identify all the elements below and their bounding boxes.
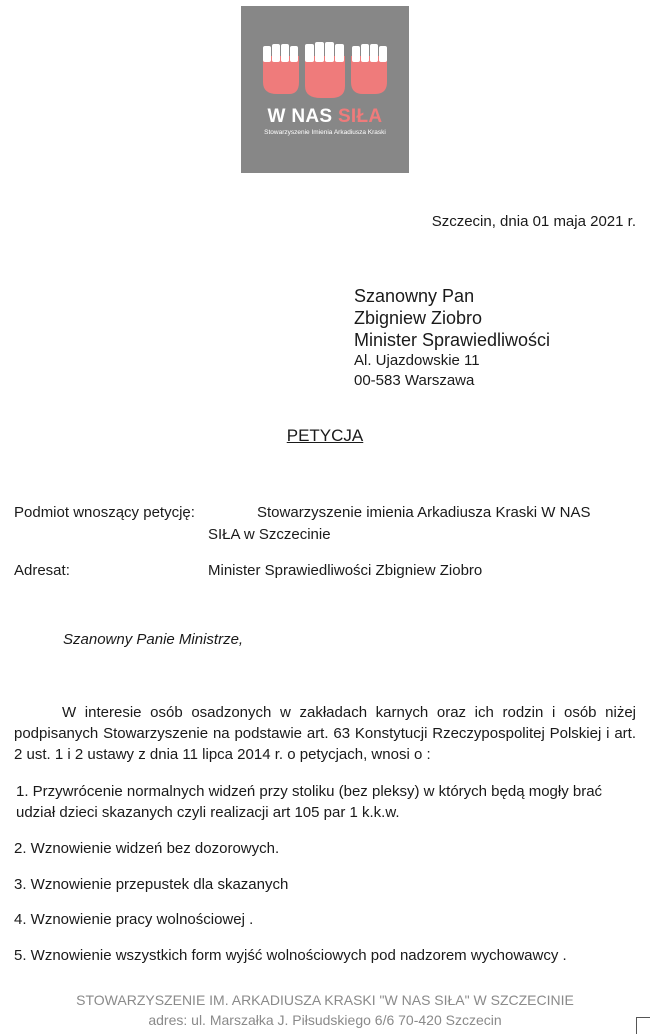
- list-item: 4. Wznowienie pracy wolnościowej .: [14, 911, 254, 928]
- association-logo: [241, 6, 409, 173]
- recipient-salutation: Szanowny Pan: [354, 286, 475, 306]
- list-item: 5. Wznowienie wszystkich form wyjść wolnościowych pod nadzorem wychowawcy .: [14, 947, 567, 964]
- list-item: 1. Przywrócenie normalnych widzeń przy stoliku (bez pleksy) w których będą mogły brać udział dzieci skazanych czyli realizacji art 105 par 1 k.k.w.: [16, 783, 603, 821]
- recipient-street: Al. Ujazdowskie 11: [354, 352, 480, 369]
- footer: [0, 990, 650, 1030]
- document-title: PETYCJA: [286, 426, 364, 445]
- recipient-city: 00-583 Warszawa: [354, 372, 475, 389]
- footer-line1: STOWARZYSZENIE IM. ARKADIUSZA KRASKI "W NAS SIŁA" W SZCZECINIE: [76, 992, 574, 1008]
- submitter-value-line1: Stowarzyszenie imienia Arkadiusza Kraski W NAS: [257, 504, 591, 521]
- list-item: 3. Wznowienie przepustek dla skazanych: [14, 876, 289, 893]
- recipient-title: Minister Sprawiedliwości: [354, 330, 551, 350]
- list-item: 2. Wznowienie widzeń bez dozorowych.: [14, 840, 280, 857]
- footer-line2: adres: ul. Marszałka J. Piłsudskiego 6/6 70-420 Szczecin: [148, 1012, 502, 1028]
- intro-paragraph: W interesie osób osadzonych w zakładach karnych oraz ich rodzin i osób niżej podpisanych Stowarzyszenie na podstawie art. 63 Konstytucji Rzeczypospolitej Polskiej i art. 2 ust. 1 i 2 ustawy z dnia 11 lipca 2014 r. o petycjach, wnosi o :: [14, 704, 636, 763]
- addressee-label: Adresat:: [14, 562, 70, 579]
- page-corner-mark: [636, 1017, 650, 1034]
- logo-subtitle: Stowarzyszenie Imienia Arkadiusza Kraski: [264, 129, 386, 136]
- recipient-address: [354, 285, 550, 391]
- letter-date: Szczecin, dnia 01 maja 2021 r.: [431, 213, 636, 230]
- logo-title: W NAS SIŁA: [267, 106, 383, 127]
- submitter-label: Podmiot wnoszący petycję:: [14, 504, 195, 521]
- recipient-name: Zbigniew Ziobro: [354, 308, 483, 328]
- addressee-value: Minister Sprawiedliwości Zbigniew Ziobro: [208, 562, 483, 579]
- letter-salutation: Szanowny Panie Ministrze,: [63, 631, 244, 648]
- submitter-value-line2: SIŁA w Szczecinie: [208, 526, 331, 543]
- three-raised-fists-icon: [241, 6, 409, 106]
